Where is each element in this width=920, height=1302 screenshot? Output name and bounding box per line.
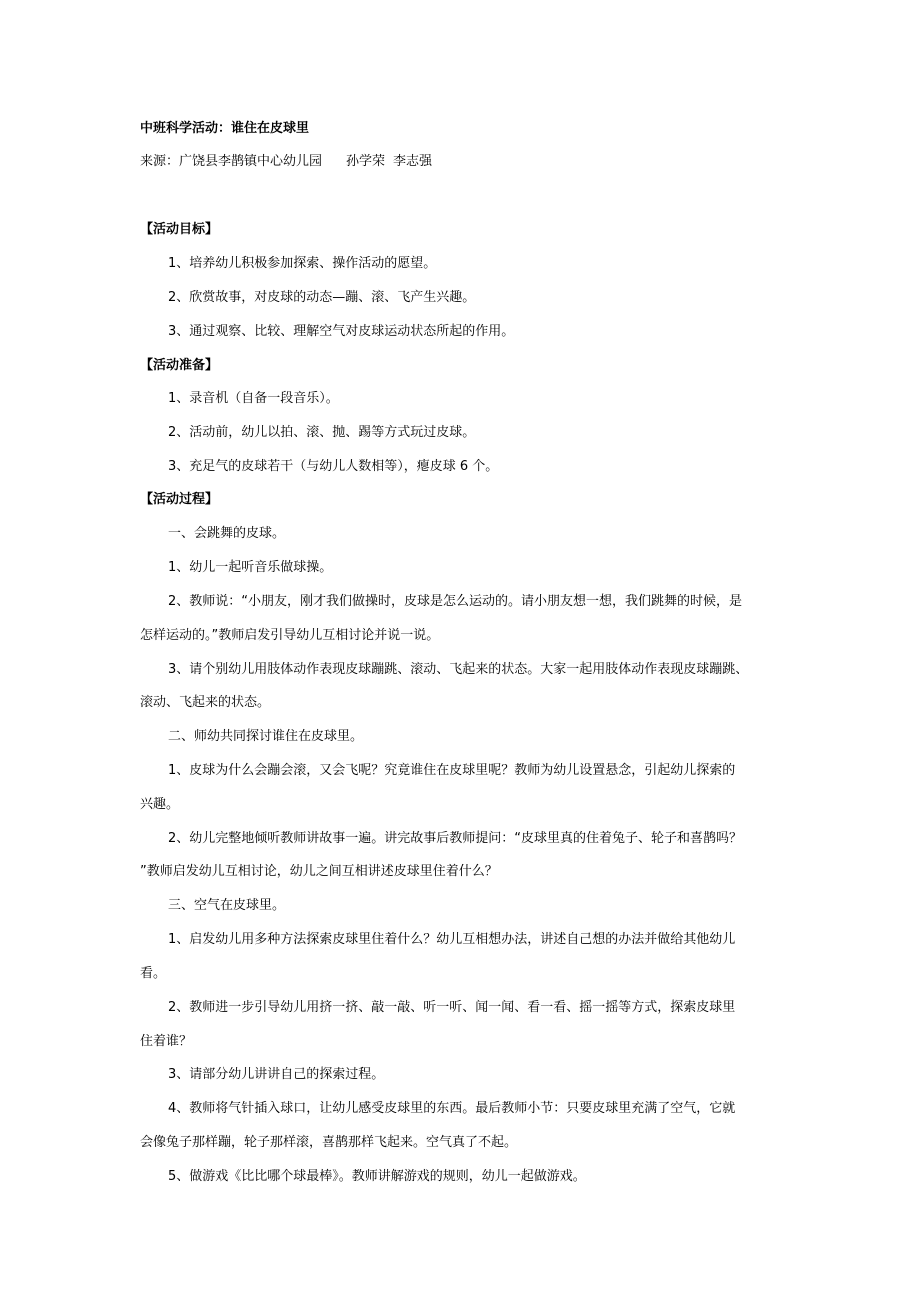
- process-step-continuation: 滚动、飞起来的状态。: [140, 695, 271, 710]
- section-heading-process: 【活动过程】: [140, 492, 219, 507]
- process-step-continuation: 住着谁？: [140, 1034, 193, 1049]
- preparation-item: 3、充足气的皮球若干（与幼儿人数相等），瘪皮球 6 个。: [168, 459, 499, 474]
- process-step: 3、请个别幼儿用肢体动作表现皮球蹦跳、滚动、飞起来的状态。大家一起用肢体动作表现皮球蹦跳、: [168, 662, 749, 677]
- process-step-continuation: ”教师启发幼儿互相讨论，幼儿之间互相讲述皮球里住着什么？: [140, 864, 498, 879]
- process-step: 1、幼儿一起听音乐做球操。: [168, 560, 333, 575]
- goal-item: 2、欣赏故事，对皮球的动态—蹦、滚、飞产生兴趣。: [168, 290, 476, 305]
- section-heading-preparation: 【活动准备】: [140, 358, 219, 373]
- source-line: [140, 153, 432, 171]
- preparation-item: 2、活动前，幼儿以拍、滚、抛、踢等方式玩过皮球。: [168, 425, 476, 440]
- goal-item: 3、通过观察、比较、理解空气对皮球运动状态所起的作用。: [168, 324, 515, 339]
- process-step: 2、教师进一步引导幼儿用挤一挤、敲一敲、听一听、闻一闻、看一看、摇一摇等方式，探索皮球里: [168, 1000, 736, 1015]
- author-name: 孙学荣: [346, 154, 386, 169]
- process-step-continuation: 会像兔子那样蹦，轮子那样滚，喜鹊那样飞起来。空气真了不起。: [140, 1135, 518, 1150]
- process-step-continuation: 怎样运动的。”教师启发引导幼儿互相讨论并说一说。: [140, 628, 440, 643]
- process-part-title: 二、师幼共同探讨谁住在皮球里。: [168, 729, 364, 744]
- process-step: 3、请部分幼儿讲讲自己的探索过程。: [168, 1067, 385, 1082]
- process-step: 4、教师将气针插入球口，让幼儿感受皮球里的东西。最后教师小节：只要皮球里充满了空气，它就: [168, 1101, 736, 1116]
- author-name: 李志强: [393, 154, 433, 169]
- process-part-title: 一、会跳舞的皮球。: [168, 526, 286, 541]
- process-step-continuation: 兴趣。: [140, 797, 180, 812]
- process-step: 1、启发幼儿用多种方法探索皮球里住着什么？幼儿互相想办法，讲述自己想的办法并做给其他幼儿: [168, 932, 736, 947]
- section-heading-goals: 【活动目标】: [140, 222, 219, 237]
- process-step-continuation: 看。: [140, 966, 167, 981]
- goal-item: 1、培养幼儿积极参加探索、操作活动的愿望。: [168, 256, 437, 271]
- document-title: 中班科学活动：谁住在皮球里: [140, 121, 310, 136]
- process-step: 5、做游戏《比比哪个球最棒》。教师讲解游戏的规则，幼儿一起做游戏。: [168, 1169, 586, 1184]
- source-label: 来源：广饶县李鹊镇中心幼儿园: [140, 154, 323, 169]
- process-step: 2、教师说：“小朋友，刚才我们做操时，皮球是怎么运动的。请小朋友想一想，我们跳舞的时候，是: [168, 594, 743, 609]
- preparation-item: 1、录音机（自备一段音乐）。: [168, 391, 339, 406]
- process-step: 2、幼儿完整地倾听教师讲故事一遍。讲完故事后教师提问：“皮球里真的住着兔子、轮子和喜鹊吗？: [168, 831, 743, 846]
- process-step: 1、皮球为什么会蹦会滚，又会飞呢？究竟谁住在皮球里呢？教师为幼儿设置悬念，引起幼儿探索的: [168, 763, 736, 778]
- process-part-title: 三、空气在皮球里。: [168, 898, 286, 913]
